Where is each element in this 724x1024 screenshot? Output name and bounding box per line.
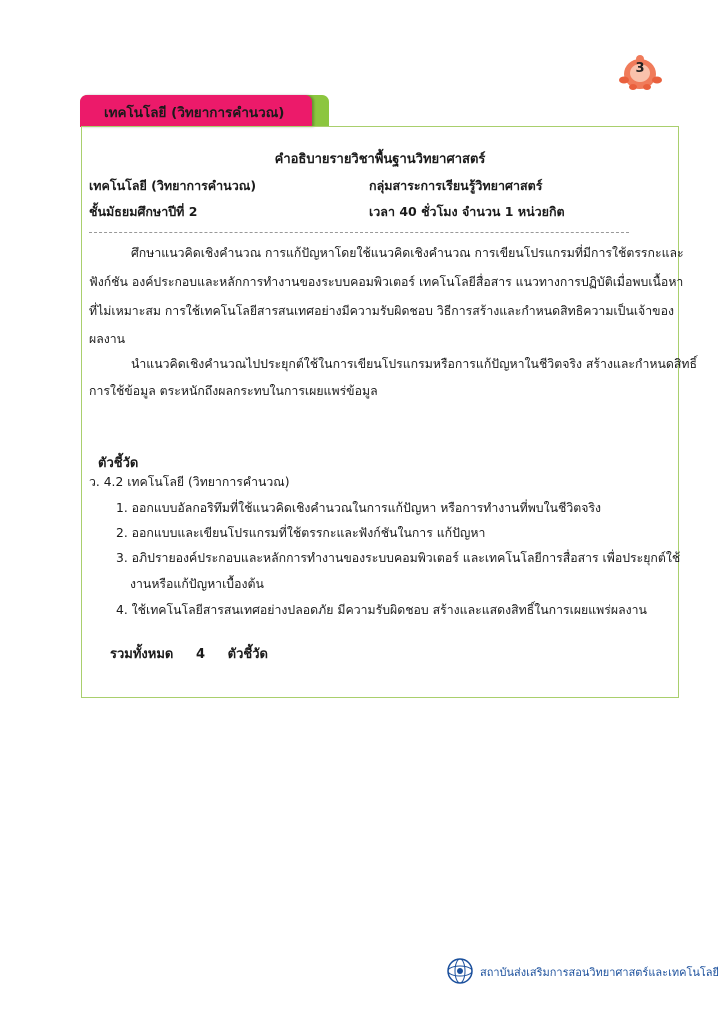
document-title: คำอธิบายรายวิชาพื้นฐานวิทยาศาสตร์ (274, 152, 486, 167)
description-line: นำแนวคิดเชิงคำนวณไปประยุกต์ใช้ในการเขียนโปรแกรมหรือการแก้ปัญหาในชีวิตจริง สร้างและกำหนดสิทธิ์ (131, 357, 697, 371)
description-line: การใช้ข้อมูล ตระหนักถึงผลกระทบในการเผยแพร่ข้อมูล (89, 384, 378, 398)
description-line: ผลงาน (89, 332, 126, 346)
description-line: ศึกษาแนวคิดเชิงคำนวณ การแก้ปัญหาโดยใช้แนวคิดเชิงคำนวณ การเขียนโปรแกรมที่มีการใช้ตรรกะและ (131, 246, 684, 260)
indicator-item: 2. ออกแบบและเขียนโปรแกรมที่ใช้ตรรกะและฟังก์ชันในการ แก้ปัญหา (116, 526, 486, 540)
description-line: ที่ไม่เหมาะสม การใช้เทคโนโลยีสารสนเทศอย่างมีความรับผิดชอบ วิธีการสร้างและกำหนดสิทธิความเป็นเจ้าของ (89, 304, 674, 318)
footer-organization: สถาบันส่งเสริมการสอนวิทยาศาสตร์และเทคโนโลยี (480, 966, 719, 979)
indicators-heading: ตัวชี้วัด (98, 456, 139, 471)
time-credit: เวลา 40 ชั่วโมง จำนวน 1 หน่วยกิต (369, 204, 565, 219)
description-line: ฟังก์ชัน องค์ประกอบและหลักการทำงานของระบบคอมพิวเตอร์ เทคโนโลยีสื่อสาร แนวทางการปฏิบัติเมื่อพบเนื้อหา (89, 275, 684, 289)
indicator-item-continued: งานหรือแก้ปัญหาเบื้องต้น (130, 577, 264, 591)
indicator-group: ว. 4.2 เทคโนโลยี (วิทยาการคำนวณ) (89, 475, 290, 489)
divider (89, 232, 629, 233)
indicator-item: 1. ออกแบบอัลกอริทึมที่ใช้แนวคิดเชิงคำนวณในการแก้ปัญหา หรือการทำงานที่พบในชีวิตจริง (116, 501, 602, 515)
indicators-total: รวมทั้งหมด 4 ตัวชี้วัด (110, 647, 268, 662)
learning-area: กลุ่มสาระการเรียนรู้วิทยาศาสตร์ (369, 178, 543, 193)
page-number: 3 (635, 61, 645, 76)
grade-level: ชั้นมัธยมศึกษาปีที่ 2 (89, 204, 198, 219)
indicator-item: 4. ใช้เทคโนโลยีสารสนเทศอย่างปลอดภัย มีความรับผิดชอบ สร้างและแสดงสิทธิ์ในการเผยแพร่ผลงาน (116, 603, 647, 617)
subject-name: เทคโนโลยี (วิทยาการคำนวณ) (89, 178, 257, 193)
ipst-logo-icon (446, 957, 474, 985)
page-number-badge (616, 50, 670, 92)
section-tab-label: เทคโนโลยี (วิทยาการคำนวณ) (104, 105, 285, 121)
indicator-item: 3. อภิปรายองค์ประกอบและหลักการทำงานของระบบคอมพิวเตอร์ และเทคโนโลยีการสื่อสาร เพื่อประยุกต์ใช้ (116, 551, 681, 565)
